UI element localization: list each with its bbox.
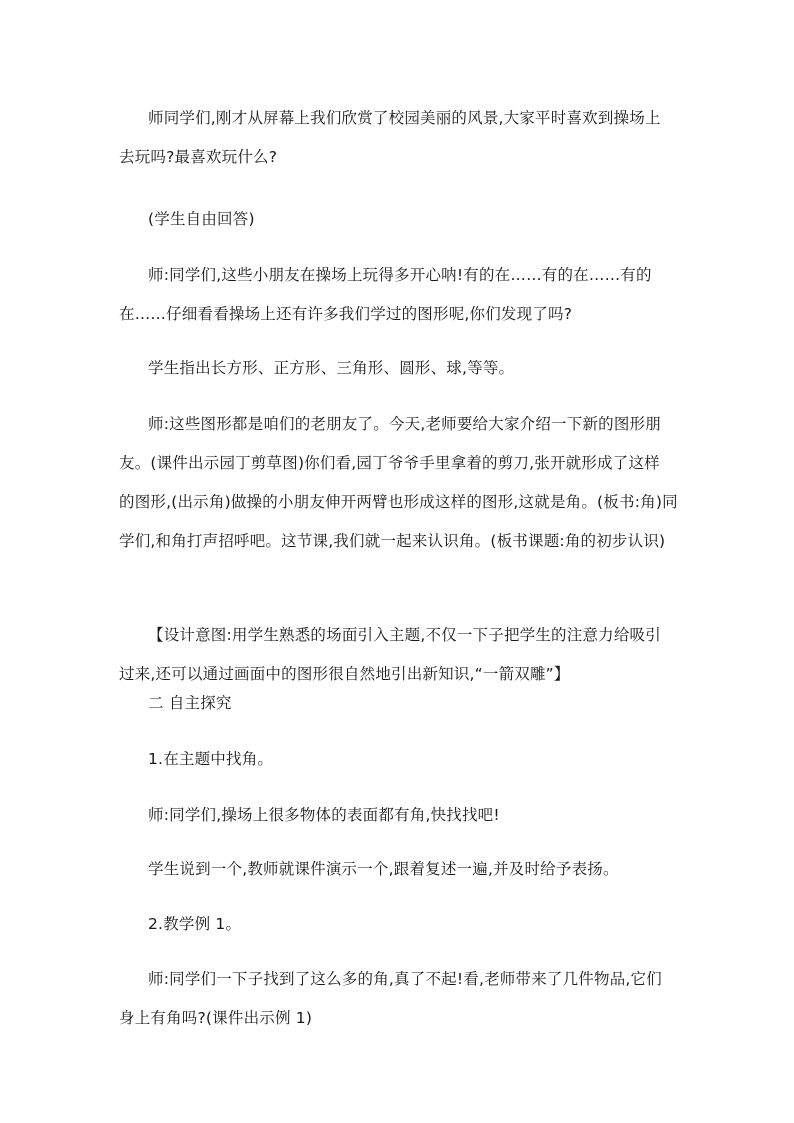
- text-line: 师:这些图形都是咱们的老朋友了。今天,老师要给大家介绍一下新的图形朋: [148, 415, 661, 433]
- text-line: 2.教学例 1。: [148, 915, 242, 933]
- paragraph-student-shapes: [119, 349, 681, 388]
- text-line: 身上有角吗?(课件出示例 1): [119, 1009, 313, 1027]
- paragraph-find-angles: [119, 796, 681, 835]
- text-line: 师同学们,刚才从屏幕上我们欣赏了校园美丽的风景,大家平时喜欢到操场上: [148, 109, 661, 127]
- text-line: 1.在主题中找角。: [148, 750, 274, 768]
- paragraph-intro: [119, 99, 681, 177]
- paragraph-example: [119, 960, 681, 1038]
- paragraph-student-answer: [119, 200, 681, 239]
- text-line: (学生自由回答): [148, 210, 255, 228]
- text-line: 学生说到一个,教师就课件演示一个,跟着复述一遍,并及时给予表扬。: [148, 860, 619, 878]
- text-line: 师:同学们,操场上很多物体的表面都有角,快找找吧!: [148, 806, 500, 824]
- text-line: 【设计意图:用学生熟悉的场面引入主题,不仅一下子把学生的注意力给吸引: [148, 626, 661, 644]
- paragraph-teacher-angle: [119, 405, 681, 561]
- paragraph-design-intent: [119, 616, 681, 694]
- text-line: 过来,还可以通过画面中的图形很自然地引出新知识,“一箭双雕”】: [119, 665, 570, 683]
- section-heading: [119, 684, 681, 723]
- text-line: 师:同学们一下子找到了这么多的角,真了不起!看,老师带来了几件物品,它们: [148, 970, 662, 988]
- text-line: 二 自主探究: [148, 694, 232, 712]
- subsection-heading: [119, 905, 681, 944]
- text-line: 师:同学们,这些小朋友在操场上玩得多开心呐!有的在……有的在……有的: [148, 266, 652, 284]
- text-line: 在……仔细看看操场上还有许多我们学过的图形呢,你们发现了吗?: [119, 305, 573, 323]
- subsection-heading: [119, 740, 681, 779]
- text-line: 的图形,(出示角)做操的小朋友伸开两臂也形成这样的图形,这就是角。(板书:角)同: [119, 493, 678, 511]
- paragraph-demo: [119, 850, 681, 889]
- text-line: 学生指出长方形、正方形、三角形、圆形、球,等等。: [148, 359, 515, 377]
- text-line: 去玩吗?最喜欢玩什么?: [119, 148, 278, 166]
- text-line: 学们,和角打声招呼吧。这节课,我们就一起来认识角。(板书课题:角的初步认识): [119, 532, 666, 550]
- paragraph-teacher-playground: [119, 256, 681, 334]
- text-line: 友。(课件出示园丁剪草图)你们看,园丁爷爷手里拿着的剪刀,张开就形成了这样: [119, 454, 660, 472]
